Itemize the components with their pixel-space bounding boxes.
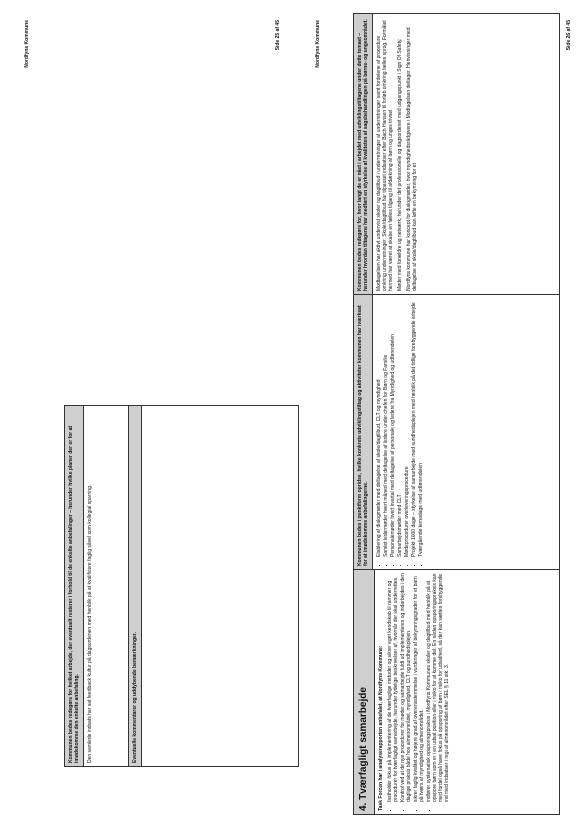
list-item: • Projekt 1000 dage – styrkelse af samarbejde med sundhedsplejen med henblik på det tidlige forebyggende arbejde [411, 298, 417, 557]
page-header: Nordfyns Kommune [315, 20, 321, 68]
measures-list [376, 298, 424, 566]
section-title: 4. Tværfagligt samarbejde [354, 570, 375, 814]
list-item: • Kontrol ved at de nye procedurer for møder og samarbejde fuldt ud implementeres og indarbejdes i den daglige praksis både hos almenområdet, myndighed, CLT og sundhedsplejen. [400, 573, 412, 802]
page-footer: Side 26 af 45 [566, 20, 572, 51]
answer-comments [142, 406, 298, 766]
paragraph: Møder med forældre og netværk, herunder det professionelle og dagsordenet med udgangspunkt i Sign Of Safety. [397, 38, 403, 291]
section-table [353, 13, 560, 815]
list-item: • Samarbejdsmøder med CLT [397, 298, 403, 557]
list-item: • Etablering af dialogmøder med deltagelse af skole/dagtilbud, CLT og myndighed [376, 298, 382, 557]
list-item: • Mødeprocedurer overleveringsprocedure [404, 298, 410, 557]
list-item: • sikrer faglig kvalitet og højere grad af overensstemmelse i vurderinger af bekymringsgrader for et barn på tværs af myndighed og almenområdet. [413, 573, 425, 802]
recommendations-list [387, 573, 450, 811]
left-page [0, 0, 291, 827]
right-page [291, 0, 582, 827]
list-item: • Tværgående temadage med udførendelen [418, 298, 424, 557]
list-item: • indfører systematisk opsporingspraksis i Nordfyns Kommunes skoler og dagtilbud med henblik på at opspore børn som er i en udsat position eller i risiko for at komme det. En sådan opsporingspraksis kan med fordel også have fokus på opsporing af børn i risiko for udsathed, så der kan sættes forebyggende ind med indsatser i regi af almenområdet efter SEL § 11 stk. 3. [426, 573, 450, 802]
list-item: • Personalemøder hvert kvartal med deltagelse af personale og ledere fra Myndighed og udførendelen [390, 298, 396, 557]
paragraph: Nordfyns kommune har koncept for dialogmøder, hvor myndighedsrådgivere i Modtagelsen deltager. Henvisninger med deltagelse af skole/dagtilbud kan løfte en bekymring for et [406, 27, 418, 291]
question-comments: Eventuelle kommentarer og uddybende bemærkninger. [129, 406, 142, 766]
answer-remaining-work: Den samlede indsats har sat feedback kultur på dagsordenen med henblik på at kvalificere faglig såvel som kollegial sparring. [84, 406, 129, 766]
recommendations-column [354, 569, 559, 814]
answer-table [64, 405, 299, 767]
progress-heading: Kommunen bedes redegøre for, hvor langt de er nået i arbejdet med udviklingstiltagene under dette temaet – herunder hvordan tiltagene har medført en styrkelse af kvaliteten af sagsbehandlingen på børne- og ungeområdet. [354, 14, 373, 294]
list-item: • fastholder fokus på implementering af de tværfaglige metoder og sikrer eget kendskab til rammer og procedurer for tværfagligt samarbejde, herunder tydelige beskrivelser af, hvornår der skal underrettes. [387, 573, 399, 802]
measures-column [354, 294, 559, 569]
progress-column [354, 14, 559, 294]
page-header: Nordfyns Kommune [24, 20, 30, 68]
paragraph: Modtagelsen har aktivt undervist skoler og dagtilbud i underretninger af underretninger samt fordelene af procedure omkring underretninger. Skole/dagtilbud har tilpasset indsatser efter Bach Hansen til forløb omkring fælles sprog. Formålet hermed har været at skabe en fælles tilgang til afdækning af børn og unges trivsel. [376, 20, 394, 291]
recommendations-heading: Task Forcen har i analyserapporten anbefalet, at Nordfyns Kommune: [378, 645, 384, 811]
measures-heading: Kommunen bedes i punktform opridse, hvilke konkrete udviklingstiltag og aktiviteter kommunen har iværksat for at imødekomme anbefalingerne. [354, 295, 373, 569]
page-footer: Side 25 af 45 [275, 20, 281, 51]
list-item: • Samlet ledermøder hvert måned med deltagelse af ledere under chefen for Børn og Familie [383, 298, 389, 557]
question-remaining-work: Kommunen bedes redegøre for hvilket arbejde, der eventuelt resterer i forhold til de enkelte anbefalinger – herunder hvilke planer der er for at imødekomme den enkelte anbefaling. [65, 406, 84, 766]
